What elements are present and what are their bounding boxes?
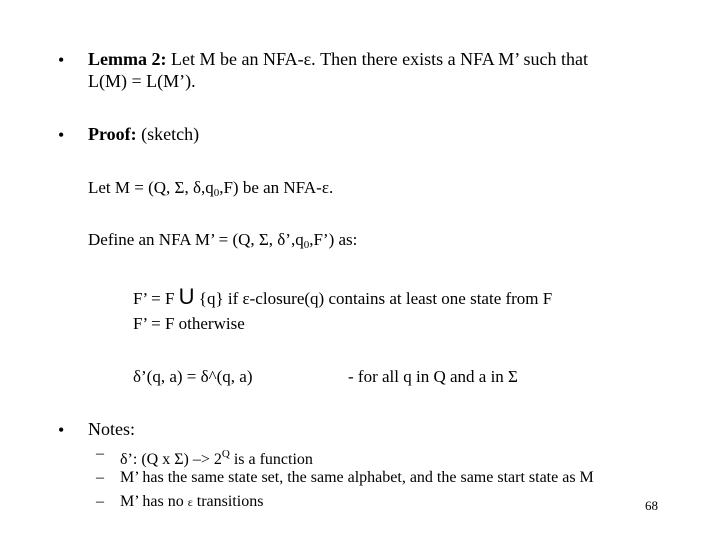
note-3-text: M’ has no [120, 493, 188, 510]
note-item-2: M’ has the same state set, the same alphabet, and the same start state as M [120, 469, 594, 486]
bullet-proof: • [58, 125, 65, 145]
dash-2: – [96, 469, 104, 486]
lemma-line-2: L(M) = L(M’). [88, 71, 196, 91]
define-line [88, 230, 357, 255]
lemma-label: Lemma 2: [88, 49, 167, 69]
note-item-3 [120, 492, 263, 512]
note-3-epsilon: ε [187, 495, 193, 509]
f-prime-text: F’ = F [133, 289, 179, 308]
define-subscript: 0 [303, 239, 310, 251]
let-m-text-end: ,F) be an NFA-ε. [219, 178, 334, 197]
delta-note: - for all q in Q and a in Σ [348, 367, 518, 386]
union-symbol: U [178, 284, 195, 309]
proof-heading [88, 123, 199, 145]
proof-label: Proof: [88, 124, 137, 144]
let-m-line [88, 178, 333, 203]
note-item-1 [120, 444, 313, 470]
f-prime-line-1 [133, 284, 553, 309]
note-1-text: δ’: (Q x Σ) –> 2 [120, 451, 222, 468]
define-text-end: ,F’) as: [309, 230, 358, 249]
bullet-notes: • [58, 420, 65, 440]
page-number: 68 [645, 498, 658, 513]
delta-definition: δ’(q, a) = δ^(q, a) [133, 367, 253, 386]
bullet-lemma: • [58, 50, 65, 70]
proof-sketch: (sketch) [141, 124, 200, 144]
f-prime-condition: {q} if ε-closure(q) contains at least one state from F [194, 289, 553, 308]
dash-1: – [96, 445, 104, 462]
note-3-text-end: transitions [192, 493, 264, 510]
define-text: Define an NFA M’ = (Q, Σ, δ’,q [88, 230, 304, 249]
note-1-text-end: is a function [229, 451, 313, 468]
notes-label: Notes: [88, 419, 135, 439]
note-1-superscript: Q [221, 448, 230, 460]
lemma-statement: Let M be an NFA-ε. Then there exists a NFA M’ such that [170, 49, 588, 69]
let-m-subscript: 0 [213, 187, 220, 199]
let-m-text: Let M = (Q, Σ, δ,q [88, 178, 214, 197]
dash-3: – [96, 493, 104, 510]
f-prime-line-2: F’ = F otherwise [133, 314, 245, 333]
lemma-line-1 [88, 48, 588, 70]
